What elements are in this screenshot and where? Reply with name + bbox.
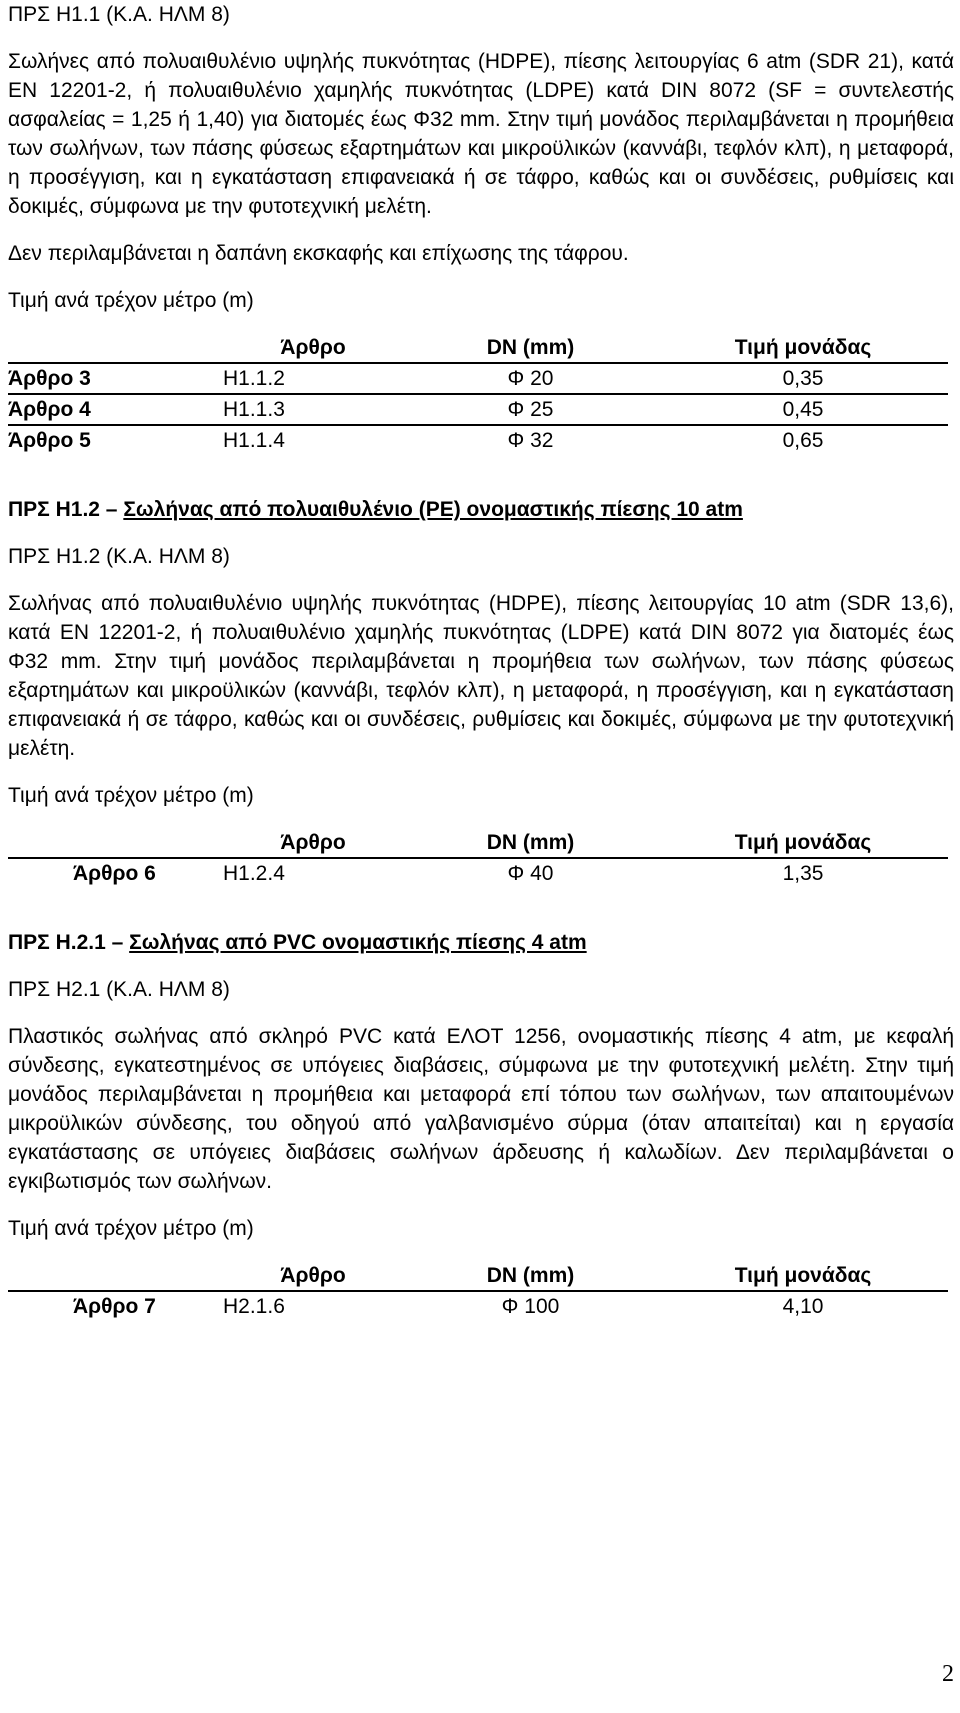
table-row — [8, 1291, 948, 1321]
row-dn: Φ 40 — [403, 858, 658, 888]
section2-heading — [8, 495, 954, 524]
row-label: Άρθρο 5 — [8, 425, 223, 455]
row-code: Η1.1.4 — [223, 425, 403, 455]
header-article: Άρθρο — [280, 336, 346, 359]
section3-price-unit: Τιμή ανά τρέχον μέτρο (m) — [8, 1217, 254, 1240]
section3-reference: ΠΡΣ Η2.1 (Κ.Α. ΗΛΜ 8) — [8, 978, 230, 1001]
table-row — [8, 858, 948, 888]
table-header-row — [8, 333, 948, 363]
row-label: Άρθρο 3 — [8, 363, 223, 394]
table-header-row — [8, 1261, 948, 1291]
section3-price-table — [8, 1261, 948, 1321]
section3-heading-code: ΠΡΣ Η.2.1 – — [8, 931, 130, 954]
row-code: Η1.2.4 — [223, 858, 403, 888]
section3-heading — [8, 928, 954, 957]
header-article: Άρθρο — [280, 831, 346, 854]
section1-price-unit: Τιμή ανά τρέχον μέτρο (m) — [8, 289, 254, 312]
row-price: 1,35 — [658, 858, 948, 888]
section2-price-unit: Τιμή ανά τρέχον μέτρο (m) — [8, 784, 254, 807]
row-label: Άρθρο 7 — [8, 1291, 223, 1321]
table-header-row — [8, 828, 948, 858]
header-article: Άρθρο — [280, 1264, 346, 1287]
row-dn: Φ 25 — [403, 394, 658, 425]
row-price: 0,35 — [658, 363, 948, 394]
page-number: 2 — [942, 1661, 954, 1687]
row-code: Η1.1.2 — [223, 363, 403, 394]
row-dn: Φ 20 — [403, 363, 658, 394]
section2-reference: ΠΡΣ Η1.2 (Κ.Α. ΗΛΜ 8) — [8, 545, 230, 568]
table-row — [8, 394, 948, 425]
row-code: Η1.1.3 — [223, 394, 403, 425]
row-price: 4,10 — [658, 1291, 948, 1321]
header-unit-price: Τιμή μονάδας — [734, 336, 872, 359]
header-dn: DN (mm) — [486, 336, 575, 359]
header-unit-price: Τιμή μονάδας — [734, 831, 872, 854]
table-row — [8, 363, 948, 394]
row-dn: Φ 32 — [403, 425, 658, 455]
table-row — [8, 425, 948, 455]
row-price: 0,45 — [658, 394, 948, 425]
header-unit-price: Τιμή μονάδας — [734, 1264, 872, 1287]
row-price: 0,65 — [658, 425, 948, 455]
section1-exclusion-note: Δεν περιλαμβάνεται η δαπάνη εκσκαφής και επίχωσης της τάφρου. — [8, 242, 629, 265]
section3-heading-title: Σωλήνας από PVC ονομαστικής πίεσης 4 atm — [129, 931, 587, 954]
section1-price-table — [8, 333, 948, 455]
page-content — [8, 0, 954, 1321]
header-dn: DN (mm) — [486, 831, 575, 854]
section1-description: Σωλήνες από πολυαιθυλένιο υψηλής πυκνότητας (HDPE), πίεσης λειτουργίας 6 atm (SDR 21), κατά ΕΝ 12201-2, ή πολυαιθυλένιο χαμηλής πυκνότητας (LDPE) κατά DIN 8072 (SF = συντελεστής ασφαλείας = 1,25 ή 1,40) για διατομές έως Φ32 mm. Στην τιμή μονάδος περιλαμβάνεται η προμήθεια των σωλήνων, των πάσης φύσεως εξαρτημάτων και μικροϋλικών (καννάβι, τεφλόν κλπ), η μεταφορά, η προσέγγιση, και η εγκατάσταση επιφανειακά ή σε τάφρο, καθώς και οι συνδέσεις, ρυθμίσεις και δοκιμές, σύμφωνα με την φυτοτεχνική μελέτη. — [8, 50, 954, 218]
section2-price-table — [8, 828, 948, 888]
section2-heading-title: Σωλήνας από πολυαιθυλένιο (PE) ονομαστικής πίεσης 10 atm — [123, 498, 743, 521]
row-code: Η2.1.6 — [223, 1291, 403, 1321]
header-dn: DN (mm) — [486, 1264, 575, 1287]
row-label: Άρθρο 6 — [8, 858, 223, 888]
section2-description: Σωλήνας από πολυαιθυλένιο υψηλής πυκνότητας (HDPE), πίεσης λειτουργίας 10 atm (SDR 13,6), κατά ΕΝ 12201-2, ή πολυαιθυλένιο χαμηλής πυκνότητας (LDPE) κατά DIN 8072 για διατομές έως Φ32 mm. Στην τιμή μονάδος περιλαμβάνεται η προμήθεια των σωλήνων, των πάσης φύσεως εξαρτημάτων και μικροϋλικών (καννάβι, τεφλόν κλπ), η μεταφορά, η προσέγγιση, και η εγκατάσταση επιφανειακά ή σε τάφρο, καθώς και οι συνδέσεις, ρυθμίσεις και δοκιμές, σύμφωνα με την φυτοτεχνική μελέτη. — [8, 592, 954, 760]
row-label: Άρθρο 4 — [8, 394, 223, 425]
section1-reference: ΠΡΣ Η1.1 (Κ.Α. ΗΛΜ 8) — [8, 3, 230, 26]
section3-description: Πλαστικός σωλήνας από σκληρό PVC κατά ΕΛΟΤ 1256, ονομαστικής πίεσης 4 atm, με κεφαλή σύνδεσης, εγκατεστημένος σε υπόγειες διαβάσεις, σύμφωνα με την φυτοτεχνική μελέτη. Στην τιμή μονάδος περιλαμβάνεται η προμήθεια και μεταφορά επί τόπου των σωλήνων, των απαιτουμένων μικροϋλικών σύνδεσης, του οδηγού από γαλβανισμένο σύρμα (όταν απαιτείται) και η εργασία εγκατάστασης σε υπόγειες διαβάσεις σωλήνων άρδευσης ή καλωδίων. Δεν περιλαμβάνεται ο εγκιβωτισμός των σωλήνων. — [8, 1025, 954, 1193]
section2-heading-code: ΠΡΣ Η1.2 – — [8, 498, 124, 521]
row-dn: Φ 100 — [403, 1291, 658, 1321]
